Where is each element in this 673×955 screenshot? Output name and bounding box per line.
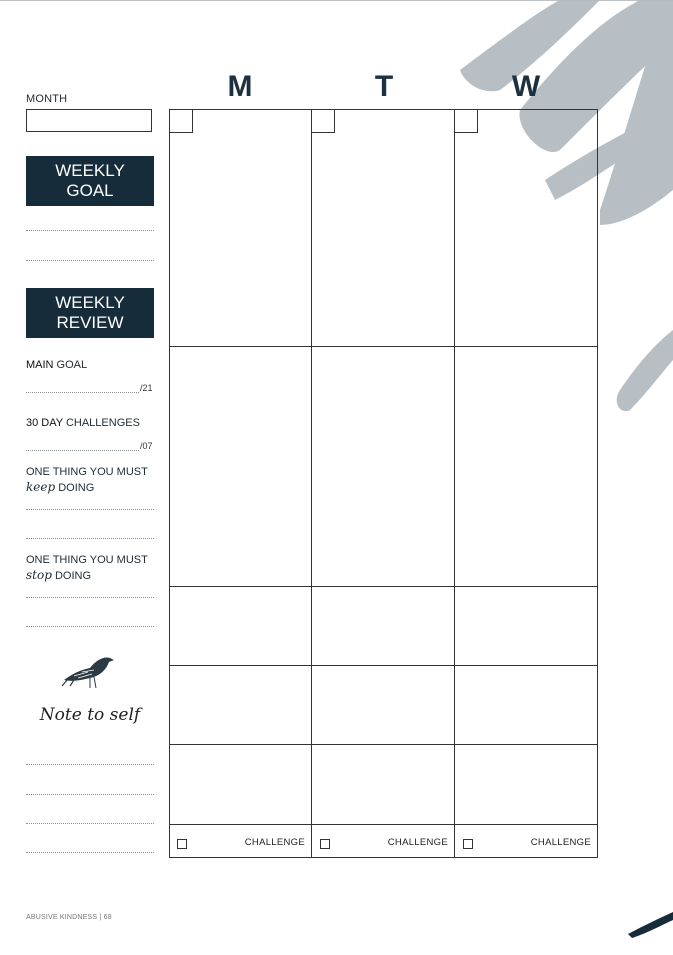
- stop-line-1[interactable]: [26, 597, 154, 598]
- keep-line-2[interactable]: [26, 538, 154, 539]
- date-box-tuesday[interactable]: [312, 110, 335, 133]
- bird-icon: [60, 650, 116, 690]
- keep-rest: DOING: [55, 482, 95, 494]
- challenges-label: [26, 416, 140, 431]
- challenge-label-monday: CHALLENGE: [244, 837, 305, 848]
- goal-line-1[interactable]: [26, 230, 154, 231]
- weekly-goal-banner: [26, 156, 154, 206]
- challenge-checkbox-monday[interactable]: [177, 839, 187, 849]
- date-box-wednesday[interactable]: [455, 110, 478, 133]
- note-to-self-title: Note to self: [39, 705, 141, 725]
- date-box-monday[interactable]: [170, 110, 193, 133]
- row-divider-2: [169, 586, 598, 587]
- day-header-tuesday: T: [374, 70, 394, 103]
- main-goal-bold: MAIN: [26, 359, 54, 371]
- challenge-checkbox-wednesday[interactable]: [463, 839, 473, 849]
- row-divider-5: [169, 824, 598, 825]
- challenge-checkbox-tuesday[interactable]: [320, 839, 330, 849]
- keep-doing-label: [26, 465, 148, 496]
- weekly-review-banner: [26, 288, 154, 338]
- note-line-1[interactable]: [26, 764, 154, 765]
- note-line-4[interactable]: [26, 852, 154, 853]
- footer-separator: |: [99, 914, 102, 921]
- keep-doing-line1: ONE THING YOU MUST: [26, 466, 148, 478]
- weekly-review-line1: WEEKLY: [55, 293, 125, 312]
- weekly-review-line2: REVIEW: [56, 313, 124, 332]
- footer-brand: ABUSIVE KINDNESS: [26, 914, 98, 921]
- keep-hand: keep: [26, 480, 56, 494]
- note-line-3[interactable]: [26, 823, 154, 824]
- goal-line-2[interactable]: [26, 260, 154, 261]
- stop-rest: DOING: [51, 570, 92, 582]
- stop-hand: stop: [26, 568, 52, 582]
- weekly-goal-line1: WEEKLY: [55, 161, 125, 180]
- row-divider-1: [169, 346, 598, 347]
- weekly-goal-line2: GOAL: [66, 181, 114, 200]
- footer-page-number: 68: [103, 914, 112, 921]
- row-divider-3: [169, 665, 598, 666]
- challenges-bold: 30 DAY: [26, 417, 63, 429]
- main-goal-line[interactable]: [26, 392, 139, 393]
- challenges-line[interactable]: [26, 450, 139, 451]
- main-goal-label: [26, 358, 87, 373]
- day-header-wednesday: W: [511, 70, 541, 103]
- stop-doing-line1: ONE THING YOU MUST: [26, 554, 148, 566]
- main-goal-count: /21: [140, 383, 153, 393]
- stop-line-2[interactable]: [26, 626, 154, 627]
- challenges-count: /07: [140, 441, 153, 451]
- challenge-label-tuesday: CHALLENGE: [387, 837, 448, 848]
- stop-doing-label: [26, 553, 148, 584]
- keep-line-1[interactable]: [26, 509, 154, 510]
- month-field[interactable]: [26, 109, 152, 132]
- month-label: MONTH: [26, 93, 68, 105]
- footer: [26, 914, 112, 921]
- day-cell-tuesday-1[interactable]: [312, 133, 454, 346]
- day-cell-wednesday-1[interactable]: [455, 133, 597, 346]
- row-divider-4: [169, 744, 598, 745]
- note-line-2[interactable]: [26, 794, 154, 795]
- day-header-monday: M: [227, 70, 253, 103]
- challenges-rest: CHALLENGES: [62, 417, 140, 429]
- main-goal-rest: GOAL: [53, 359, 88, 371]
- challenge-label-wednesday: CHALLENGE: [530, 837, 591, 848]
- day-cell-monday-1[interactable]: [170, 133, 311, 346]
